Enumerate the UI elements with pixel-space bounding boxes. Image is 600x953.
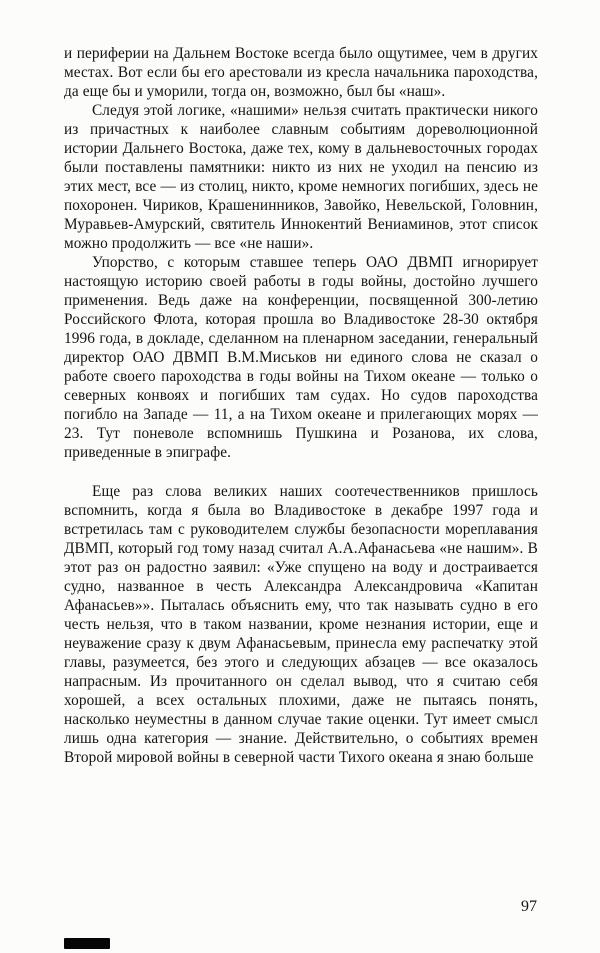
scan-smudge-artifact: [64, 938, 110, 949]
page-number: 97: [521, 898, 537, 915]
paragraph: Следуя этой логике, «нашими» нельзя считать практически никого из причастных к наиболее славным событиям дореволюционной истории Дальнего Востока, даже тех, кому в дальневосточных городах были поставлены памятники: никто из них не уходил на пенсию из этих мест, все — из столиц, никто, кроме немногих погибших, здесь не похоронен. Чириков, Крашенинников, Завойко, Невельской, Головнин, Муравьев-Амурский, святитель Иннокентий Вениаминов, этот список можно продолжить — все «не наши».: [64, 102, 538, 252]
paragraph: Еще раз слова великих наших соотечественников пришлось вспомнить, когда я была во Владивостоке в декабре 1997 года и встретилась там с руководителем службы безопасности мореплавания ДВМП, который год тому назад считал А.А.Афанасьева «не нашим». В этот раз он радостно заявил: «Уже спущено на воду и достраивается судно, названное в честь Александра Александровича «Капитан Афанасьев»». Пыталась объяснить ему, что так называть судно в его честь нельзя, что в таком названии, кроме незнания истории, еще и неуважение сразу к двум Афанасьевым, принесла ему распечатку этой главы, разумеется, без этого и следующих абзацев — все оказалось напрасным. Из прочитанного он сделал вывод, что я считаю себя хорошей, а всех остальных плохими, даже не пытаясь понять, насколько неуместны в данном случае такие оценки. Тут имеет смысл лишь одна категория — знание. Действительно, о событиях времен Второй мировой войны в северной части Тихого океана я знаю больше: [64, 483, 538, 766]
paragraph: и периферии на Дальнем Востоке всегда было ощутимее, чем в других местах. Вот если бы его арестовали из кресла начальника пароходства, да еще бы и уморили, тогда он, возможно, был бы «наш».: [64, 45, 538, 100]
paragraph: Упорство, с которым ставшее теперь ОАО ДВМП игнорирует настоящую историю своей работы в годы войны, достойно лучшего применения. Ведь даже на конференции, посвященной 300-летию Российского Флота, которая прошла во Владивостоке 28-30 октября 1996 года, в докладе, сделанном на пленарном заседании, генеральный директор ОАО ДВМП В.М.Миськов ни единого слова не сказал о работе своего пароходства в годы войны на Тихом океане — только о северных конвоях и погибших там судах. Но судов пароходства погибло на Западе — 11, а на Тихом океане и прилегающих морях — 23. Тут поневоле вспомнишь Пушкина и Розанова, их слова, приведенные в эпиграфе.: [64, 254, 538, 461]
page-text: [64, 44, 538, 767]
